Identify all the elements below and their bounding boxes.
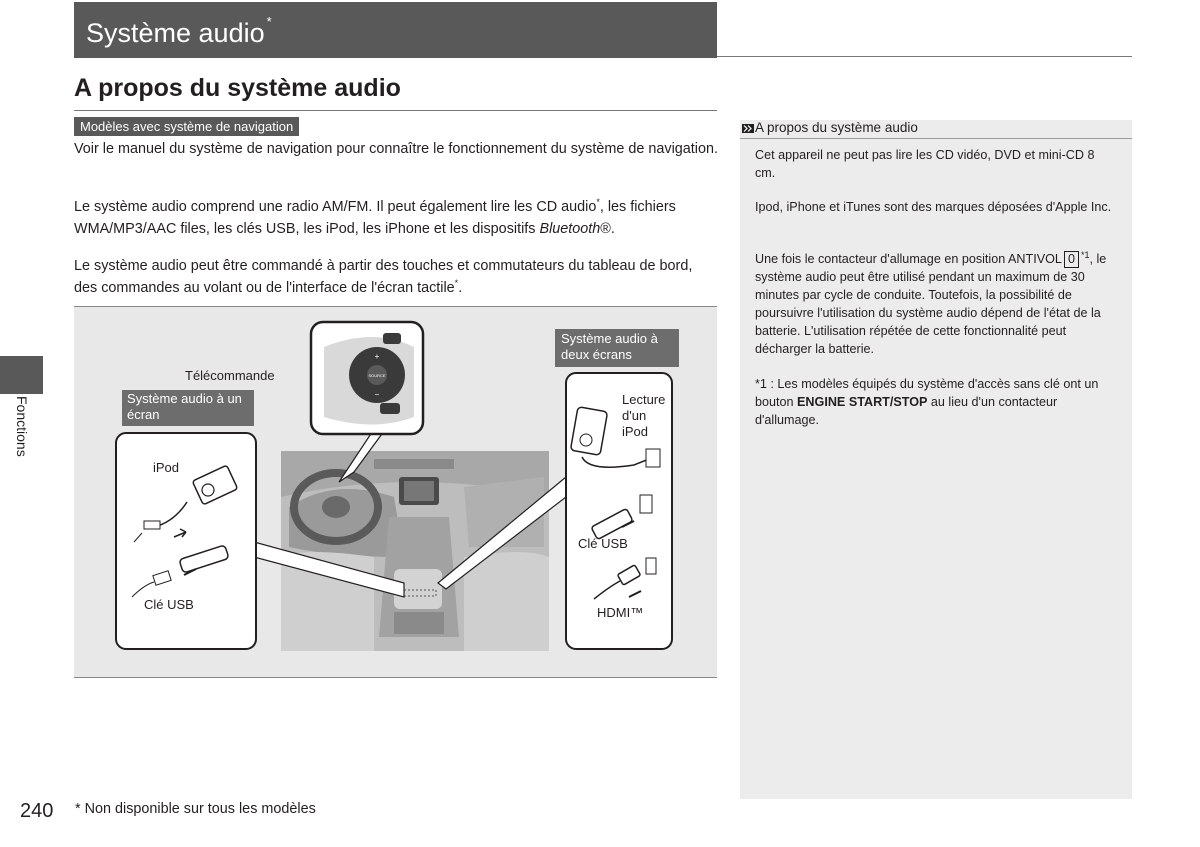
steering-remote-inset bbox=[311, 322, 423, 434]
page-number: 240 bbox=[20, 800, 54, 822]
svg-text:Clé USB: Clé USB bbox=[578, 536, 628, 551]
svg-text:SOURCE: SOURCE bbox=[368, 373, 386, 378]
note-antivol: Une fois le contacteur d'allumage en position ANTIVOL 0 $^{*1}$, le système audio peut être utilisé pendant un maximum de 30 minutes par cycle de conduite. Toutefois, la possibilité de poursuivre l'utilisation du système audio dépend de l'état de la batterie. L'utilisation répétée de cette fonctionnalité peut décharger la batterie. bbox=[755, 249, 1107, 356]
svg-text:+: + bbox=[374, 352, 380, 361]
svg-text:iPod: iPod bbox=[622, 424, 649, 439]
svg-text:d'un: d'un bbox=[622, 408, 647, 423]
svg-text:Lecture: Lecture bbox=[622, 392, 666, 407]
footnote: * Non disponible sur tous les modèles bbox=[75, 801, 316, 817]
svg-text:Clé USB: Clé USB bbox=[144, 597, 194, 612]
navigation-models-badge: Modèles avec système de navigation bbox=[74, 117, 299, 136]
remote-label: Télécommande bbox=[185, 368, 275, 383]
note-keyless-footnote: *1 : Les modèles équipés du système d'accès sans clé ont un bouton ENGINE START/STOP au lieu d'un contacteur d'allumage. bbox=[755, 377, 1099, 427]
paragraph-navigation: Voir le manuel du système de navigation pour connaître le fonctionnement du système de navigation. bbox=[74, 141, 718, 157]
svg-text:HDMI™: HDMI™ bbox=[597, 605, 644, 620]
svg-text:−: − bbox=[374, 390, 380, 399]
header-rule bbox=[717, 56, 1132, 57]
page-title: Système audio * bbox=[86, 14, 272, 48]
dashboard-image bbox=[281, 451, 549, 651]
paragraph-audio-sources: Le système audio comprend une radio AM/FM. Il peut également lire les CD audio*, les fichiers WMA/MP3/AAC files, les clés USB, les iPod, les iPhone et les dispositifs Bluetooth®. bbox=[74, 197, 676, 237]
svg-text:Système audio à: Système audio à bbox=[561, 331, 658, 346]
notes-header: A propos du système audio bbox=[755, 120, 918, 135]
paragraph-controls: Le système audio peut être commandé à partir des touches et commutateurs du tableau de bord, des commandes au volant ou de l'interface de l'écran tactile*. bbox=[74, 258, 693, 296]
illustration-svg bbox=[74, 307, 717, 677]
notes-panel bbox=[740, 120, 1132, 799]
audio-system-illustration bbox=[74, 306, 717, 678]
note-cd-limits: Cet appareil ne peut pas lire les CD vidéo, DVD et mini-CD 8 cm. bbox=[755, 148, 1095, 180]
heading-rule bbox=[74, 110, 717, 111]
svg-text:Système audio à un: Système audio à un bbox=[127, 391, 242, 406]
dual-screen-box bbox=[555, 329, 679, 649]
note-trademarks: Ipod, iPhone et iTunes sont des marques déposées d'Apple Inc. bbox=[755, 200, 1112, 214]
section-heading: A propos du système audio bbox=[74, 74, 401, 102]
unavailable-marker: * bbox=[266, 14, 272, 29]
double-arrow-icon bbox=[742, 124, 754, 133]
svg-text:écran: écran bbox=[127, 407, 160, 422]
svg-text:deux écrans: deux écrans bbox=[561, 347, 632, 362]
single-screen-box bbox=[116, 390, 256, 649]
svg-text:iPod: iPod bbox=[153, 460, 180, 475]
chapter-tab bbox=[0, 356, 43, 394]
key-position-box: 0 bbox=[1064, 251, 1079, 268]
chapter-label: Fonctions bbox=[14, 396, 30, 457]
